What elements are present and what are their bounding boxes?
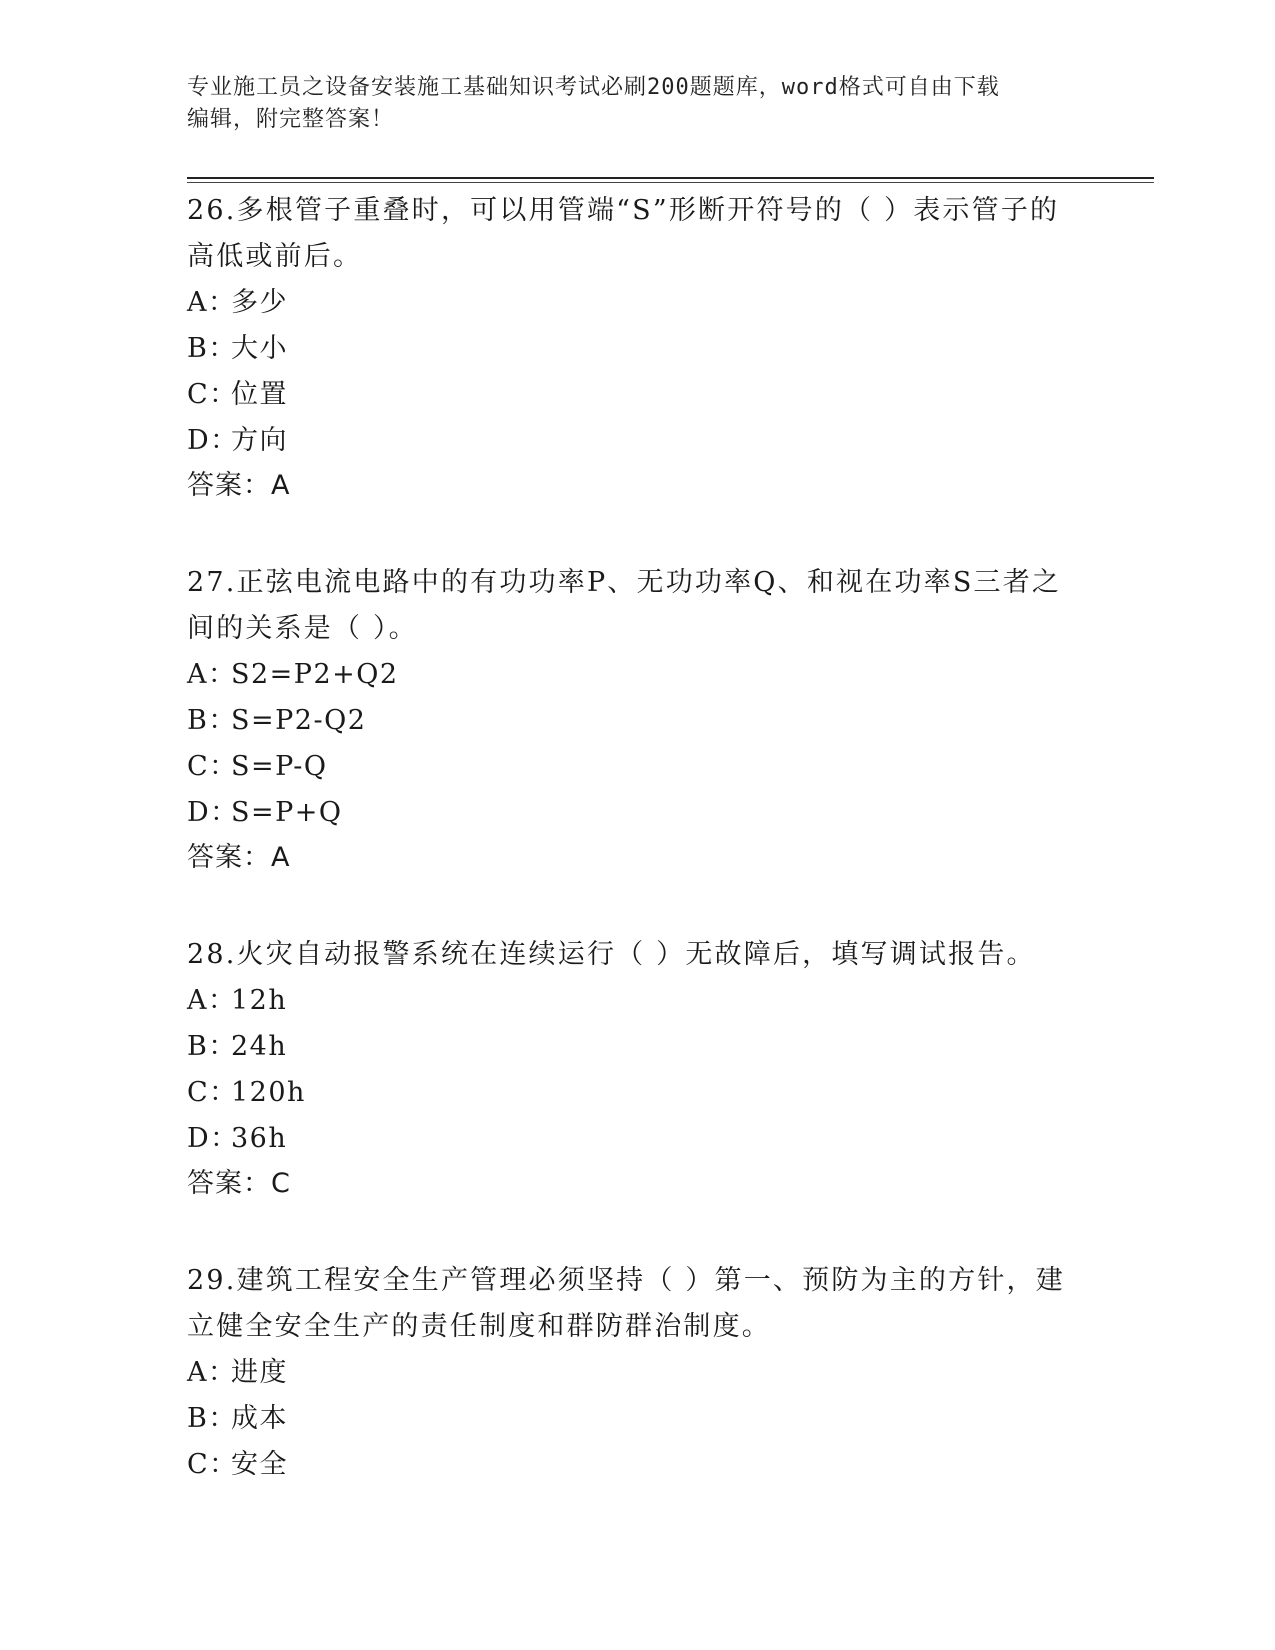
option-text: 方向 <box>231 425 288 456</box>
option-letter: A： <box>187 659 237 690</box>
question-stem-line: 立健全安全生产的责任制度和群防群治制度。 <box>187 1311 771 1342</box>
question-stem-line: 28.火灾自动报警系统在连续运行（ ）无故障后，填写调试报告。 <box>187 939 1036 970</box>
option-c <box>187 1442 1067 1488</box>
answer-line: 答案：C <box>187 1168 291 1199</box>
option-letter: B： <box>187 1403 237 1434</box>
option-text: 大小 <box>231 333 288 364</box>
option-b <box>187 326 1067 372</box>
option-text: 36h <box>231 1123 288 1154</box>
option-letter: D： <box>187 1123 239 1154</box>
document-header <box>187 72 1067 136</box>
question-28 <box>187 932 1067 1206</box>
option-text: 24h <box>231 1031 288 1062</box>
option-text: S=P2-Q2 <box>231 705 367 736</box>
option-text: 多少 <box>231 287 288 318</box>
option-d <box>187 790 1067 836</box>
option-letter: C： <box>187 751 238 782</box>
option-letter: B： <box>187 1031 237 1062</box>
question-stem-line: 高低或前后。 <box>187 241 363 272</box>
option-text: S=P-Q <box>231 751 328 782</box>
option-d <box>187 418 1067 464</box>
option-letter: A： <box>187 1357 237 1388</box>
option-letter: A： <box>187 287 237 318</box>
question-stem-line: 间的关系是（ ）。 <box>187 613 418 644</box>
option-a <box>187 280 1067 326</box>
option-letter: D： <box>187 425 239 456</box>
option-c <box>187 372 1067 418</box>
option-text: 成本 <box>231 1403 288 1434</box>
option-a <box>187 652 1067 698</box>
answer-line: 答案：A <box>187 470 291 501</box>
option-letter: B： <box>187 705 237 736</box>
question-29 <box>187 1258 1067 1488</box>
option-c <box>187 744 1067 790</box>
header-line-2: 编辑，附完整答案！ <box>187 107 395 132</box>
question-stem-line: 27.正弦电流电路中的有功功率P、无功功率Q、和视在功率S三者之 <box>187 567 1062 598</box>
option-d <box>187 1116 1067 1162</box>
option-letter: A： <box>187 985 237 1016</box>
option-a <box>187 978 1067 1024</box>
option-text: 进度 <box>231 1357 288 1388</box>
option-letter: D： <box>187 797 239 828</box>
option-b <box>187 698 1067 744</box>
option-letter: C： <box>187 1449 238 1480</box>
option-text: 安全 <box>231 1449 288 1480</box>
option-letter: B： <box>187 333 237 364</box>
option-text: S2=P2+Q2 <box>231 659 399 690</box>
option-text: 位置 <box>231 379 288 410</box>
option-a <box>187 1350 1067 1396</box>
option-text: 12h <box>231 985 288 1016</box>
question-27 <box>187 560 1067 880</box>
question-stem-line: 26.多根管子重叠时，可以用管端“S”形断开符号的（ ）表示管子的 <box>187 195 1060 226</box>
option-letter: C： <box>187 1077 238 1108</box>
header-divider-thick <box>187 177 1154 179</box>
header-divider-thin <box>187 182 1154 183</box>
option-text: 120h <box>231 1077 306 1108</box>
option-c <box>187 1070 1067 1116</box>
question-stem-line: 29.建筑工程安全生产管理必须坚持（ ）第一、预防为主的方针，建 <box>187 1265 1065 1296</box>
header-line-1: 专业施工员之设备安装施工基础知识考试必刷200题题库，word格式可自由下载 <box>187 75 1000 100</box>
option-letter: C： <box>187 379 238 410</box>
answer-line: 答案：A <box>187 842 291 873</box>
question-list <box>187 188 1067 1540</box>
option-b <box>187 1396 1067 1442</box>
question-26 <box>187 188 1067 508</box>
option-b <box>187 1024 1067 1070</box>
option-text: S=P+Q <box>231 797 343 828</box>
